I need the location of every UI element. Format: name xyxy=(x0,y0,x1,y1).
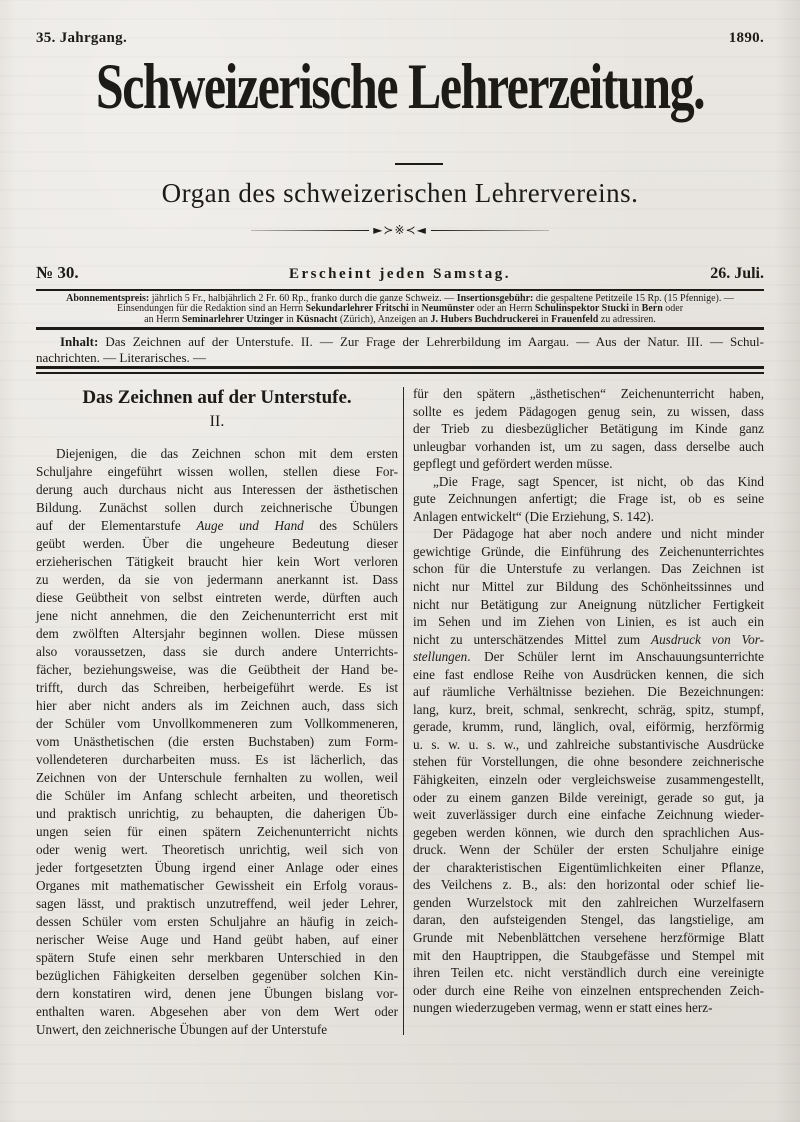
volume-label: 35. Jahrgang. xyxy=(36,30,127,46)
issue-info-row xyxy=(36,263,764,283)
table-of-contents: Inhalt: Das Zeichnen auf der Unterstufe. II. — Zur Frage der Lehrerbildung im Aargau. — Aus der Natur. III. — Schul- nachrichten. — Literarisches. — xyxy=(36,334,764,365)
ornament-line-left xyxy=(251,230,369,231)
ornament-divider xyxy=(0,224,800,236)
issue-number: № 30. xyxy=(36,263,79,282)
article-column-left xyxy=(36,385,398,1039)
issue-date: 26. Juli. xyxy=(710,265,764,282)
newspaper-subtitle: Organ des schweizerischen Lehrervereins. xyxy=(161,178,639,208)
frequency-note: Erscheint jeden Samstag. xyxy=(288,266,512,282)
article-heading: Das Zeichnen auf der Unterstufe. xyxy=(82,387,352,408)
column-divider xyxy=(403,387,404,1035)
article-text-left: Diejenigen, die das Zeichnen schon mit dem ersten Schuljahre eingeführt wissen wollen, stellen diese For- derung auch durchaus nicht aus Interessen der ästhetischen Bildung. Zunächst sollen durch zeichnerische Übungen auf der Elementarstufe Auge und Hand des Schülers geübt werden. Über die ungeheure Bedeutung dieser erzieherischen Tätigkeit braucht hier kein Wort verloren zu werden, da sie von jedermann anerkannt ist. Dass diese Geübtheit von selbst eintreten werde, dürften auch jene nicht annehmen, die den Zeichenunterricht erst mit dem zwölften Altersjahr beginnen wollen. Diese müssen also voraussetzen, dass sie durch andere Unterrichts- fächer, beziehungsweise, was die Geübtheit der Hand be- trifft, durch das Schreiben, herbeigeführt werde. Es ist hier aber nicht anders als im Zeichnen auch, dass sich der Schüler vom Unvollkommeneren zum Vollkommeneren, vom Unästhetischen (die ersten Buchstaben) zum Form- vollendeteren durcharbeiten muss. Es ist lächerlich, das Zeichnen von der Unterschule fernhalten zu wollen, weil die Schüler im Anfang schlecht arbeiten, und theoretisch und praktisch unrichtig, zu behaupten, die daherigen Üb- ungen seien für einen spätern Zeichenunterricht nichts oder wenig wert. Theoretisch unrichtig, weil sich von jeder fortgesetzten Übung irgend einer Anlage oder eines Organes mit mathematischer Gewissheit ein Erfolg voraus- sagen lässt, und praktisch unzutreffend, weil jeder Lehrer, dessen Schüler vom ersten Schuljahre an häufig in zeich- nerischer Weise Auge und Hand geübt haben, auf einer spätern Stufe einen sehr merkbaren Unterschied in den bezüglichen Fähigkeiten derselben gegenüber solchen Kin- dern konstatiren wird, denen jene Übungen bislang vor- enthalten waren. Abgesehen aber von dem Wert oder Unwert, den zeichnerische Übungen auf der Unterstufe xyxy=(36,446,399,1037)
article-part-number: II. xyxy=(209,413,225,430)
newspaper-title: Schweizerische Lehrerzeitung. xyxy=(95,49,705,123)
title-rule xyxy=(395,163,443,165)
imprint-text: Abonnementspreis: jährlich 5 Fr., halbjährlich 2 Fr. 60 Rp., franko durch die ganze Schweiz. — Insertionsgebühr: die gespaltene Petitzeile 15 Rp. (15 Pfennige). — Einsendungen für die Redaktion sind an Herrn Sekundarlehrer Fritschi in Neumünster oder an Herrn Schulinspektor Stucki in Bern oder an Herrn Seminarlehrer Utzinger in Küsnacht (Zürich), Anzeigen an J. Hubers Buchdruckerei in Frauenfeld zu adressiren. xyxy=(66,293,734,325)
rule-above-imprint xyxy=(36,289,764,291)
article-body xyxy=(36,385,764,1045)
article-column-right xyxy=(413,385,764,1017)
year-label: 1890. xyxy=(728,30,764,46)
article-text-right: für den spätern „ästhetischen“ Zeichenunterricht haben, sollte es jedem Pädagogen genug sein, zu wissen, dass der Trieb zu diesbezüglicher Betätigung im Kinde ganz unleugbar vorhanden ist, um zu sagen, dass derselbe auch gepflegt und gefördert werden müsse. „Die Frage, sagt Spencer, ist nicht, ob das Kind gute Zeichnungen anfertigt; die Frage ist, ob es seine Anlagen entwickelt“ (Die Erziehung, S. 142). Der Pädagoge hat aber noch andere und nicht minder gewichtige Gründe, die Einführung des Zeichenunterrichtes schon für die Unterstufe zu verlangen. Das Zeichnen ist nicht nur Mittel zur Bildung des Schönheitssinnes und nicht nur Betätigung zur Aneignung nützlicher Fertigkeit im Sehen und im Ziehen von Linien, es ist auch ein nicht zu unterschätzendes Mittel zum Ausdruck von Vor- stellungen. Der Schüler lernt im Anschauungsunterrichte eine fast endlose Reihe von Ausdrücken kennen, die sich auf räumliche Verhältnisse beziehen. Die Bezeichnungen: lang, kurz, breit, schmal, senkrecht, schräg, spitz, stumpf, gerade, krumm, rund, länglich, oval, eiförmig, herzförmig u. s. w. u. s. w., und zahlreiche substantivische Ausdrücke stehen für Vorstellungen, die ohne besondere zeichnerische Fähigkeiten, einzeln oder vergleichsweise zusammengestellt, oder zu einem ganzen Bilde vereinigt, gerade so gut, ja weit zuverlässiger durch eine einfache Zeichnung wieder- gegeben werden können, wie durch den sprachlichen Aus- druck. Wenn der Schüler der ersten Schuljahre einige der charakteristischen Eigentümlichkeiten einer Pflanze, des Veilchens z. B., als: den horizontal oder schief lie- genden Wurzelstock mit den zahlreichen Wurzelfasern daran, den aufsteigenden Stengel, das langstielige, am Grunde mit Nebenblättchen versehene herzförmige Blatt mit den Hauptrippen, die Staubgefässe und Stempel mit ihren Teilen etc. nicht verständlich durch eine vereinigte oder durch eine Reihe von einzelnen entsprechenden Zeich- nungen wiederzugeben vermag, wenn er statt eines herz- xyxy=(413,386,765,1016)
rule-below-toc xyxy=(36,366,764,374)
ornament-icon: ►≻※≺◄ xyxy=(373,223,427,237)
ornament-line-right xyxy=(431,230,549,231)
rule-below-imprint xyxy=(36,327,764,330)
